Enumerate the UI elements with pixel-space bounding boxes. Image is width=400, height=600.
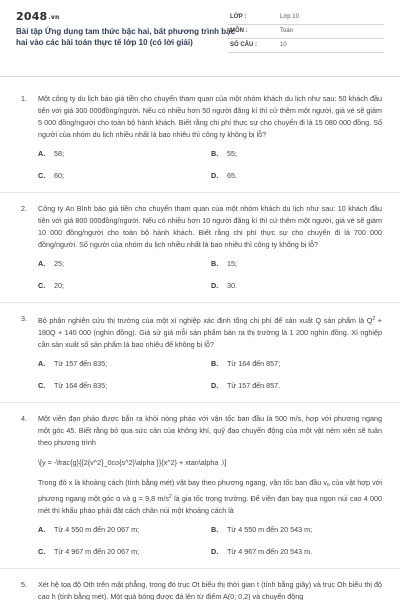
option-c[interactable]: C. 60; xyxy=(38,171,64,180)
option-a[interactable]: A. Từ 4 550 m đến 20 067 m; xyxy=(38,525,140,534)
option-c[interactable]: C. 20; xyxy=(38,281,64,290)
option-b[interactable]: B. 15; xyxy=(211,259,237,268)
question-number: 2. xyxy=(21,204,27,213)
option-b[interactable]: B. Từ 4 550 m đến 20 543 m; xyxy=(211,525,313,534)
option-b[interactable]: B. 55; xyxy=(211,149,237,158)
question-text: Bộ phận nghiên cứu thị trường của một xí nghiệp xác định tổng chi phí để sản xuất Q sản phẩm là $Q^2 + 180Q + 140$ 000 (nghìn đồng). Giả sử giá mỗi sản phẩm bán ra thị trường là 1 200 nghìn đồng. Xí nghiệp cần sản xuất số sản phẩm là bao nhiêu để không bị lỗ? xyxy=(38,316,382,349)
option-d[interactable]: D. Từ 4 967 m đến 20 543 m. xyxy=(211,547,313,556)
answer-options xyxy=(38,358,382,392)
page-header xyxy=(0,0,400,64)
question-number: 1. xyxy=(21,94,27,103)
option-a[interactable]: A. 25; xyxy=(38,259,64,268)
question-divider xyxy=(0,568,400,569)
option-d[interactable]: D. 65. xyxy=(211,171,237,180)
answer-options xyxy=(38,524,382,558)
question-text: Một viên đạn pháo được bắn ra khỏi nòng pháo với vận tốc ban đầu là 500 m/s, hợp với phương ngang một góc 45. Biết rằng bỏ qua sức cản của không khí, quỹ đạo chuyển động của một vật ném xiên sẽ tuân theo phương trình xyxy=(38,414,382,447)
site-logo[interactable]: 2048.vn xyxy=(16,10,60,23)
question-text: Xét hệ tọa độ Oth trên mặt phẳng, trong đó trục Ot biểu thị thời gian t (tính bằng giây) và trục Oh biểu thị độ cao h (tính bằng mét). Một quả bóng được đá lên từ điểm A(0; 0,2) và chuyển động xyxy=(38,580,382,600)
question-5 xyxy=(0,579,400,600)
question-number: 3. xyxy=(21,314,27,323)
option-c[interactable]: C. Từ 164 đến 835; xyxy=(38,381,108,390)
question-1 xyxy=(0,93,400,182)
option-b[interactable]: B. Từ 164 đến 857; xyxy=(211,359,281,368)
meta-info-table xyxy=(228,10,384,53)
meta-row-class: LỚP : Lớp 10 xyxy=(228,10,384,24)
question-text-continued: Trong đó x là khoảng cách (tính bằng mét) vật bay theo phương ngang, vận tốc ban đầu $v_o$ của vật hợp với phương ngang một góc α và g = 9,8 $m/s^2$ là gia tốc trọng trường. Để viên đạn bay qua ngọn núi cao 4 000 mét thì khẩu pháo phải đặt cách chân núi một khoảng cách là xyxy=(38,478,383,515)
question-divider xyxy=(0,402,400,403)
option-a[interactable]: A. 58; xyxy=(38,149,64,158)
meta-row-subject: MÔN : Toán xyxy=(228,24,384,38)
answer-options xyxy=(38,148,382,182)
question-divider xyxy=(0,302,400,303)
option-a[interactable]: A. Từ 157 đến 835; xyxy=(38,359,108,368)
question-4 xyxy=(0,413,400,558)
question-3 xyxy=(0,313,400,392)
meta-row-question-count: SỐ CÂU : 10 xyxy=(228,38,384,52)
option-d[interactable]: D. 30. xyxy=(211,281,237,290)
question-number: 4. xyxy=(21,414,27,423)
option-d[interactable]: D. Từ 157 đến 857. xyxy=(211,381,281,390)
document-title: Bài tập Ứng dụng tam thức bậc hai, bất phương trình bậc hai vào các bài toán thực tế lớp 10 (có lời giải) xyxy=(16,27,236,47)
question-divider xyxy=(0,192,400,193)
question-2 xyxy=(0,203,400,292)
question-text: Công ty An Bình báo giá tiền cho chuyến tham quan của một nhóm khách du lịch như sau: 10 khách đầu tiên với giá 800 000đồng/người. Nếu có nhiều hơn 10 người đăng kí thì cứ thêm một người, giá vé sẽ giảm 10 000 đồng/người cho toàn bộ hành khách. Biết rằng chi phí thực sự cho chuyến đi là 700 000 đồng/người. Số người của nhóm du lịch nhiều nhất là bao nhiêu thì công ty không bị lỗ? xyxy=(38,204,382,249)
question-number: 5. xyxy=(21,580,27,589)
option-c[interactable]: C. Từ 4 967 m đến 20 067 m; xyxy=(38,547,140,556)
question-text: Một công ty du lịch báo giá tiền cho chuyến tham quan của một nhóm khách du lịch như sau: 50 khách đầu tiên với giá 300 000đồng/người. Nếu có nhiều hơn 50 người đăng kí thì cứ thêm một người, giá vé sẽ giảm 5 000 đồng/người cho toàn bộ hành khách. Biết rằng chi phí thực sự cho chuyến đi là 15 080 000 đồng. Số người của nhóm du lịch nhiều nhất là bao nhiêu thì công ty không bị lỗ? xyxy=(38,94,382,139)
formula: \[y = -\frac{g}{{2{v^2}_0co{s^2}\alpha }}{x^2} + xtan\alpha .\] xyxy=(38,458,227,467)
answer-options xyxy=(38,258,382,292)
